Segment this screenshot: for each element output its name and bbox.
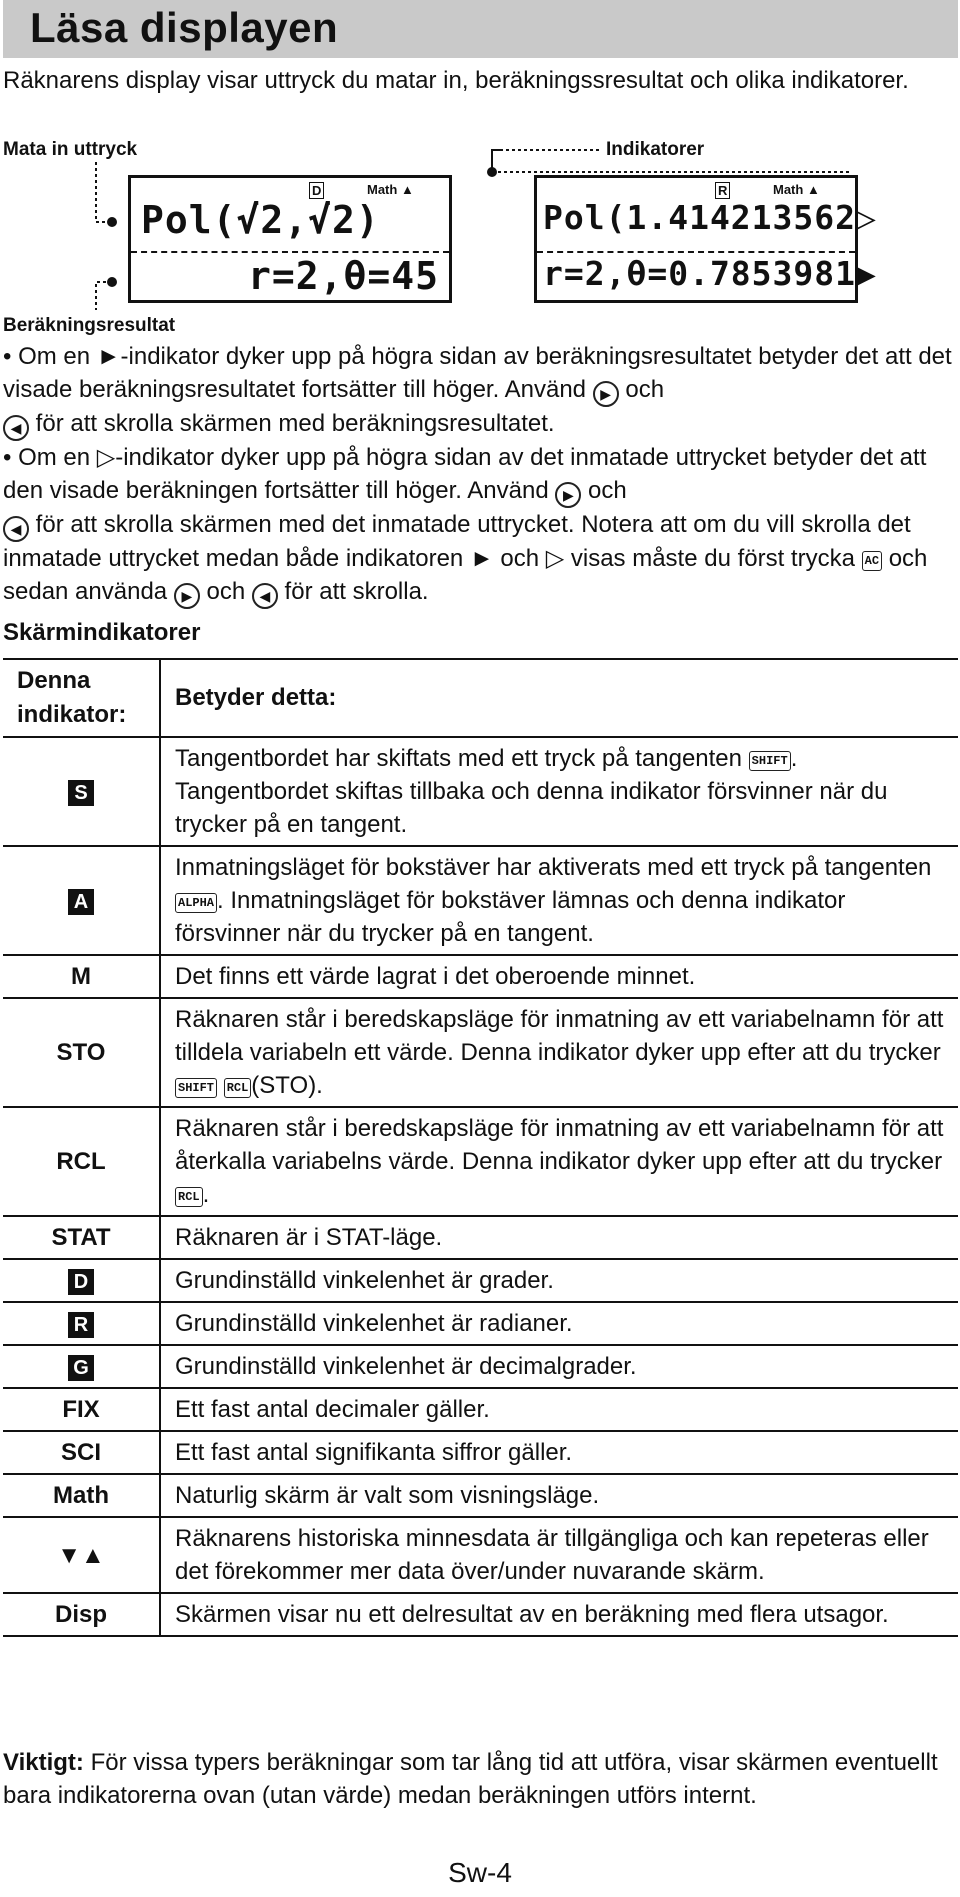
indicator-table (3, 658, 958, 1637)
indicator-symbol: S (68, 780, 94, 806)
meaning-text: . (202, 1181, 210, 1208)
left-arrow-key-icon: ◀ (3, 516, 29, 542)
indicator-symbol: M (71, 963, 91, 990)
right-arrow-key-icon: ▶ (555, 482, 581, 508)
table-row (3, 1302, 958, 1345)
indicator-cell (3, 955, 160, 998)
table-header-row (3, 659, 958, 737)
header-indicator: Denna indikator: (3, 659, 160, 737)
page-header (3, 0, 958, 58)
indicator-cell (3, 1474, 160, 1517)
alpha-key-icon: ALPHA (175, 893, 217, 913)
left-arrow-key-icon: ◀ (3, 415, 29, 441)
section-title: Skärmindikatorer (3, 619, 201, 646)
meaning-cell (160, 1216, 958, 1259)
indicator-symbol: STAT (51, 1224, 111, 1251)
meaning-cell (160, 1388, 958, 1431)
table-row (3, 1345, 958, 1388)
indicator-symbol: Disp (54, 1601, 107, 1628)
indicator-symbol: FIX (62, 1396, 100, 1423)
indicator-cell (3, 1517, 160, 1593)
math-indicator: Math ▲ (367, 182, 414, 197)
meaning-cell (160, 998, 958, 1107)
table-row (3, 998, 958, 1107)
meaning-text: Det finns ett värde lagrat i det oberoende minnet. (175, 963, 696, 990)
label-indicators: Indikatorer (606, 139, 705, 160)
indicator-cell (3, 1593, 160, 1636)
important-note (3, 1746, 958, 1812)
meaning-text: . Tangentbordet skiftas tillbaka och denna indikator försvinner när du trycker på en tangent. (175, 745, 888, 838)
indicator-symbol: R (68, 1312, 94, 1338)
input-expression: Pol(1.414213562▷ (543, 198, 877, 237)
meaning-text: Skärmen visar nu ett delresultat av en beräkning med flera utsagor. (175, 1601, 889, 1628)
bullet-text: Om en ▷-indikator dyker upp på högra sidan av det inmatade uttrycket betyder det att den visade beräkningen fortsätter till höger. Använd (3, 444, 927, 504)
meaning-text: Räknaren står i beredskapsläge för inmatning av ett variabelnamn för att tilldela variabeln ett värde. Denna indikator dyker upp efter att du trycker (175, 1006, 944, 1066)
meaning-cell (160, 1474, 958, 1517)
calculation-result: r=2,θ=45 (247, 254, 439, 298)
meaning-cell (160, 955, 958, 998)
meaning-text: (STO). (251, 1072, 323, 1099)
bullet-result-indicator: • Om en ►-indikator dyker upp på högra sidan av beräkningsresultatet betyder det att det visade beräkningsresultatet fortsätter till höger. Använd ▶ och ◀ för att skrolla skärmen med beräkningsresultatet. (3, 340, 958, 441)
math-indicator: Math ▲ (773, 182, 820, 197)
meaning-cell (160, 1345, 958, 1388)
input-expression: Pol(√2,√2) (141, 198, 380, 242)
meaning-text: Räknarens historiska minnesdata är tillgängliga och kan repeteras eller det förekommer mer data över/under nuvarande skärm. (175, 1525, 929, 1585)
indicator-symbol: D (68, 1269, 94, 1295)
left-arrow-key-icon: ◀ (252, 583, 278, 609)
shift-key-icon: SHIFT (749, 751, 791, 771)
meaning-text: Ett fast antal decimaler gäller. (175, 1396, 490, 1423)
page-title: Läsa displayen (30, 4, 339, 51)
meaning-cell (160, 1517, 958, 1593)
indicator-cell (3, 737, 160, 846)
table-row (3, 737, 958, 846)
rcl-key-icon: RCL (224, 1078, 252, 1098)
indicator-cell (3, 998, 160, 1107)
right-arrow-key-icon: ▶ (174, 583, 200, 609)
meaning-text: Ett fast antal signifikanta siffror gäller. (175, 1439, 573, 1466)
indicator-cell (3, 1388, 160, 1431)
table-row (3, 1517, 958, 1593)
meaning-text: Tangentbordet har skiftats med ett tryck på tangenten (175, 745, 742, 772)
indicator-cell (3, 1431, 160, 1474)
meaning-text: Grundinställd vinkelenhet är radianer. (175, 1310, 573, 1337)
header-meaning: Betyder detta: (160, 659, 958, 737)
meaning-text: Grundinställd vinkelenhet är decimalgrader. (175, 1353, 637, 1380)
indicator-cell (3, 846, 160, 955)
table-row (3, 1259, 958, 1302)
meaning-text: Räknaren är i STAT-läge. (175, 1224, 443, 1251)
note-label: Viktigt: (3, 1749, 84, 1776)
right-arrow-key-icon: ▶ (593, 381, 619, 407)
indicator-symbol: A (68, 889, 94, 915)
label-input-expression: Mata in uttryck (3, 139, 138, 160)
page-number: Sw-4 (448, 1857, 512, 1888)
angle-indicator: R (715, 182, 730, 199)
table-row (3, 1107, 958, 1216)
meaning-cell (160, 1259, 958, 1302)
table-row (3, 1474, 958, 1517)
table-row (3, 1216, 958, 1259)
bullet-input-indicator: • Om en ▷-indikator dyker upp på högra sidan av det inmatade uttrycket betyder det att den visade beräkningen fortsätter till höger. Använd ▶ och ◀ för att skrolla skärmen med det inmatade uttrycket. Notera att om du vill skrolla det inmatade uttrycket medan både indikatoren ► och ▷ visas måste du först trycka AC och sedan använda ▶ och ◀ för att skrolla. (3, 441, 958, 609)
table-row (3, 955, 958, 998)
indicator-cell (3, 1107, 160, 1216)
shift-key-icon: SHIFT (175, 1078, 217, 1098)
meaning-cell (160, 846, 958, 955)
table-row (3, 1593, 958, 1636)
indicator-symbol: RCL (56, 1148, 106, 1175)
meaning-text: . Inmatningsläget för bokstäver lämnas och denna indikator försvinner när du trycker på en tangent. (175, 887, 846, 947)
indicator-cell (3, 1345, 160, 1388)
meaning-cell (160, 1431, 958, 1474)
indicator-cell (3, 1216, 160, 1259)
note-text: För vissa typers beräkningar som tar lång tid att utföra, visar skärmen eventuellt bara indikatorerna ovan (utan värde) medan beräkningen utförs internt. (3, 1749, 938, 1809)
indicator-cell (3, 1302, 160, 1345)
meaning-text: Grundinställd vinkelenhet är grader. (175, 1267, 554, 1294)
bullet-text: Om en ►-indikator dyker upp på högra sidan av beräkningsresultatet betyder det att det visade beräkningsresultatet fortsätter till höger. Använd (3, 343, 952, 403)
rcl-key-icon: RCL (175, 1187, 203, 1207)
table-row (3, 1388, 958, 1431)
meaning-text: Räknaren står i beredskapsläge för inmatning av ett variabelnamn för att återkalla variabelns värde. Denna indikator dyker upp efter att du trycker (175, 1115, 944, 1175)
indicator-symbol: ▼▲ (57, 1541, 105, 1569)
meaning-text: Naturlig skärm är valt som visningsläge. (175, 1482, 600, 1509)
angle-indicator: D (309, 182, 324, 199)
table-row (3, 846, 958, 955)
meaning-cell (160, 1302, 958, 1345)
lcd-screen-radian (534, 175, 877, 303)
table-row (3, 1431, 958, 1474)
calculation-result: r=2,θ=0.7853981▶ (543, 254, 877, 293)
label-calculation-result: Beräkningsresultat (3, 315, 176, 336)
indicator-symbol: SCI (60, 1439, 101, 1466)
meaning-cell (160, 1593, 958, 1636)
bullet-list (3, 340, 958, 609)
meaning-cell (160, 1107, 958, 1216)
intro-paragraph: Räknarens display visar uttryck du matar in, beräkningssresultat och olika indikatorer. (3, 67, 909, 94)
ac-key-icon: AC (862, 551, 882, 571)
indicator-cell (3, 1259, 160, 1302)
indicator-symbol: G (68, 1355, 94, 1381)
meaning-cell (160, 737, 958, 846)
meaning-text: Inmatningsläget för bokstäver har aktiverats med ett tryck på tangenten (175, 854, 932, 881)
indicator-symbol: Math (53, 1482, 109, 1509)
lcd-screen-degree (128, 175, 452, 303)
indicator-symbol: STO (56, 1039, 106, 1066)
